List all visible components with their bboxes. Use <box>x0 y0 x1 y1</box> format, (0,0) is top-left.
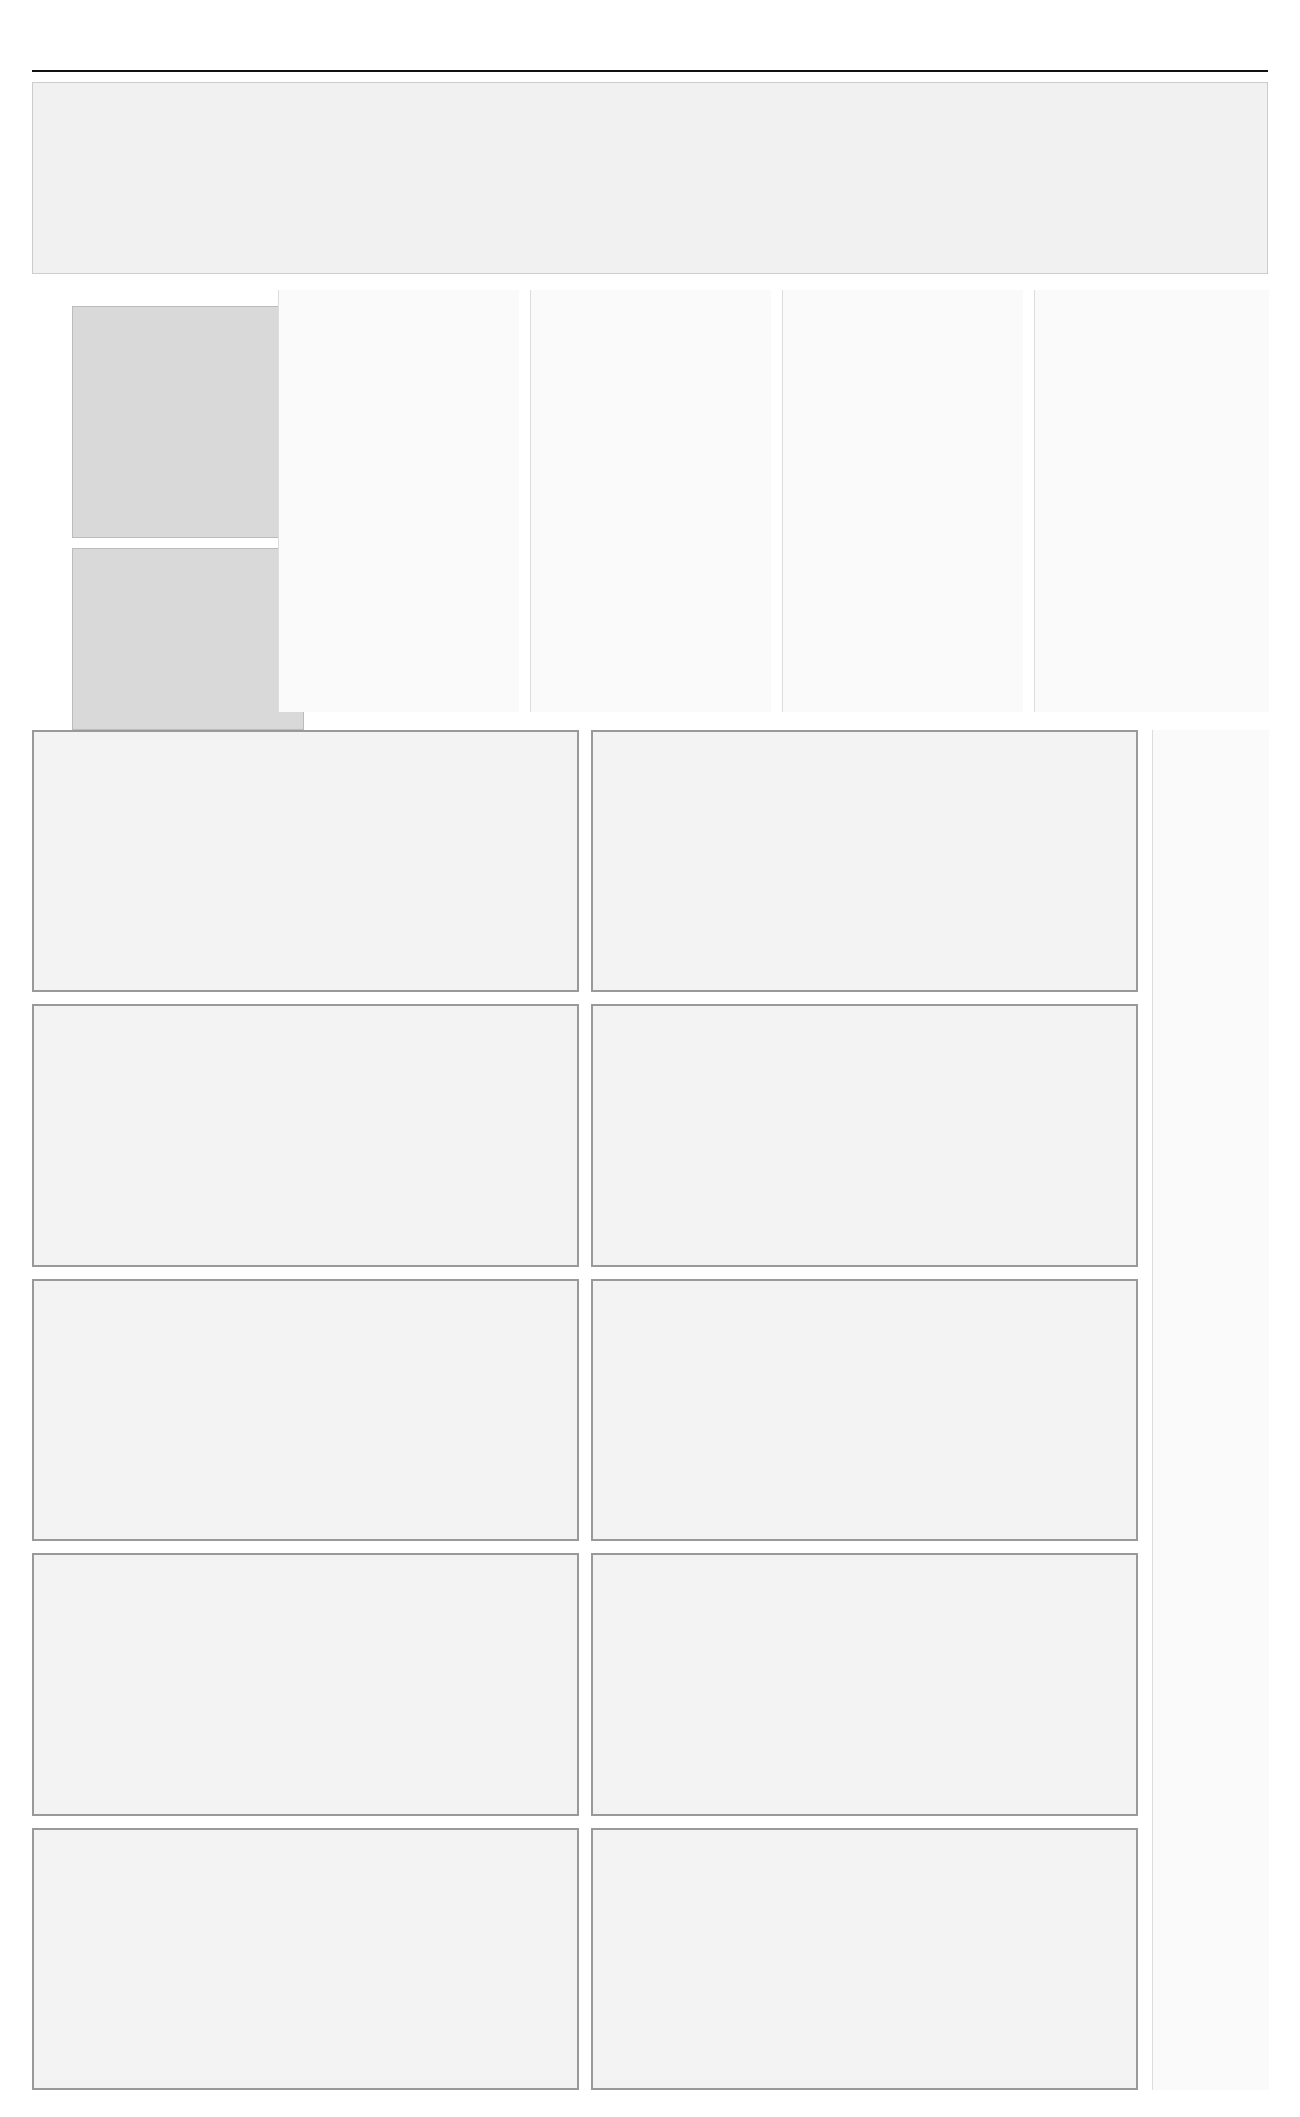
legal-notice <box>32 1828 579 2090</box>
main-headline-area <box>32 82 1268 274</box>
legal-notice <box>591 730 1138 992</box>
article-column <box>782 290 1023 712</box>
article-column <box>530 290 771 712</box>
portrait-photo <box>72 306 304 538</box>
article-column <box>278 290 519 712</box>
legal-notice <box>591 1279 1138 1541</box>
legal-notice <box>32 1553 579 1815</box>
legal-notice <box>591 1828 1138 2090</box>
legal-notice <box>591 1553 1138 1815</box>
portrait-photo <box>72 548 304 730</box>
side-story <box>1152 730 1269 2090</box>
legal-notices-grid <box>32 730 1138 2090</box>
legal-notice <box>32 730 579 992</box>
legal-notice <box>32 1004 579 1266</box>
legal-notice <box>32 1279 579 1541</box>
article-column <box>1034 290 1269 712</box>
legal-notice <box>591 1004 1138 1266</box>
masthead <box>32 22 1268 72</box>
